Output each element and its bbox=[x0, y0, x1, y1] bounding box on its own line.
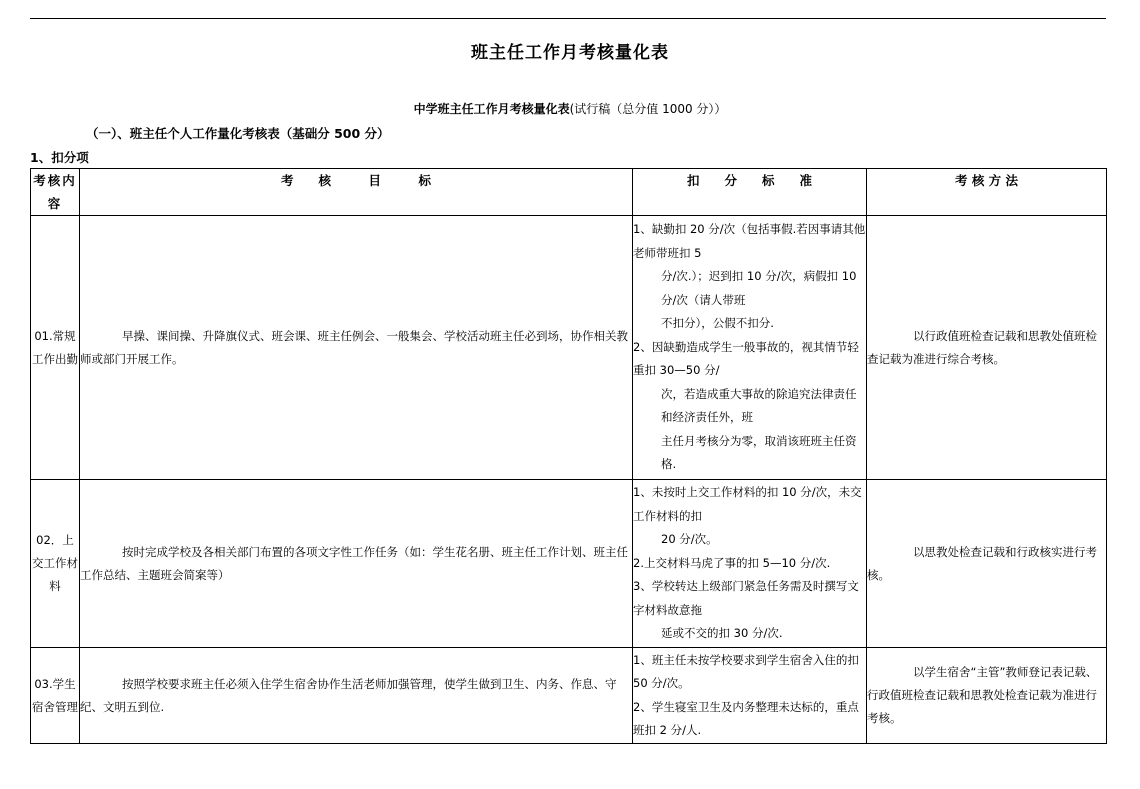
row-standard bbox=[633, 216, 867, 480]
header-goal: 考 核 目 标 bbox=[80, 169, 633, 216]
standard-line: 3、学校转达上级部门紧急任务需及时撰写文字材料故意拖 bbox=[633, 579, 859, 617]
row-goal: 早操、课间操、升降旗仪式、班会课、班主任例会、一般集会、学校活动班主任必到场，协作相关教师或部门开展工作。 bbox=[80, 216, 633, 480]
row-goal: 按照学校要求班主任必须入住学生宿舍协作生活老师加强管理，使学生做到卫生、内务、作息、守纪、文明五到位. bbox=[80, 648, 633, 744]
subtitle-note: (试行稿（总分值 1000 分）） bbox=[569, 102, 727, 116]
table-row bbox=[31, 648, 1107, 744]
standard-line: 20 分/次。 bbox=[661, 532, 718, 547]
table-row bbox=[31, 480, 1107, 648]
row-method: 以学生宿舍“主管”教师登记表记载、行政值班检查记载和思教处检查记载为准进行考核。 bbox=[867, 648, 1107, 744]
row-standard bbox=[633, 648, 867, 744]
standard-line: 不扣分），公假不扣分. bbox=[661, 316, 774, 331]
row-method: 以行政值班检查记载和思教处值班检查记载为准进行综合考核。 bbox=[867, 216, 1107, 480]
header-category: 考核内容 bbox=[31, 169, 80, 216]
row-category: 02．上交工作材料 bbox=[31, 480, 80, 648]
standard-line: 1、缺勤扣 20 分/次（包括事假.若因事请其他老师带班扣 5 bbox=[633, 222, 866, 260]
standard-line: 延或不交的扣 30 分/次. bbox=[661, 626, 783, 641]
table-header-row bbox=[31, 169, 1107, 216]
standard-line: 次，若造成重大事故的除追究法律责任和经济责任外，班 bbox=[661, 386, 857, 425]
standard-line: 分/次.）；迟到扣 10 分/次，病假扣 10 分/次（请人带班 bbox=[661, 269, 857, 307]
row-category: 01.常规工作出勤 bbox=[31, 216, 80, 480]
standard-line: 2.上交材料马虎了事的扣 5—10 分/次. bbox=[633, 555, 831, 570]
table-row bbox=[31, 216, 1107, 480]
document-subtitle bbox=[0, 100, 1140, 117]
section-heading: （一）、班主任个人工作量化考核表（基础分 500 分） bbox=[86, 126, 390, 141]
row-standard bbox=[633, 480, 867, 648]
row-category: 03.学生宿舍管理 bbox=[31, 648, 80, 744]
assessment-table bbox=[30, 168, 1107, 744]
header-method: 考 核 方 法 bbox=[867, 169, 1107, 216]
document-title: 班主任工作月考核量化表 bbox=[471, 43, 669, 63]
standard-line: 2、学生寝室卫生及内务整理未达标的，重点班扣 2 分/人. bbox=[633, 699, 859, 737]
top-rule bbox=[30, 18, 1106, 19]
row-method: 以思教处检查记载和行政核实进行考核。 bbox=[867, 480, 1107, 648]
standard-line: 1、班主任未按学校要求到学生宿舍入住的扣 50 分/次。 bbox=[633, 652, 859, 690]
header-standard: 扣 分 标 准 bbox=[633, 169, 867, 216]
standard-line: 主任月考核分为零，取消该班班主任资格. bbox=[661, 433, 857, 472]
subsection-heading: 1、扣分项 bbox=[30, 150, 89, 165]
standard-line: 1、未按时上交工作材料的扣 10 分/次，未交工作材料的扣 bbox=[633, 485, 862, 523]
standard-line: 2、因缺勤造成学生一般事故的，视其情节轻重扣 30—50 分/ bbox=[633, 339, 859, 378]
row-goal: 按时完成学校及各相关部门布置的各项文字性工作任务（如：学生花名册、班主任工作计划、班主任工作总结、主题班会简案等） bbox=[80, 480, 633, 648]
subtitle-main: 中学班主任工作月考核量化表 bbox=[413, 102, 570, 116]
